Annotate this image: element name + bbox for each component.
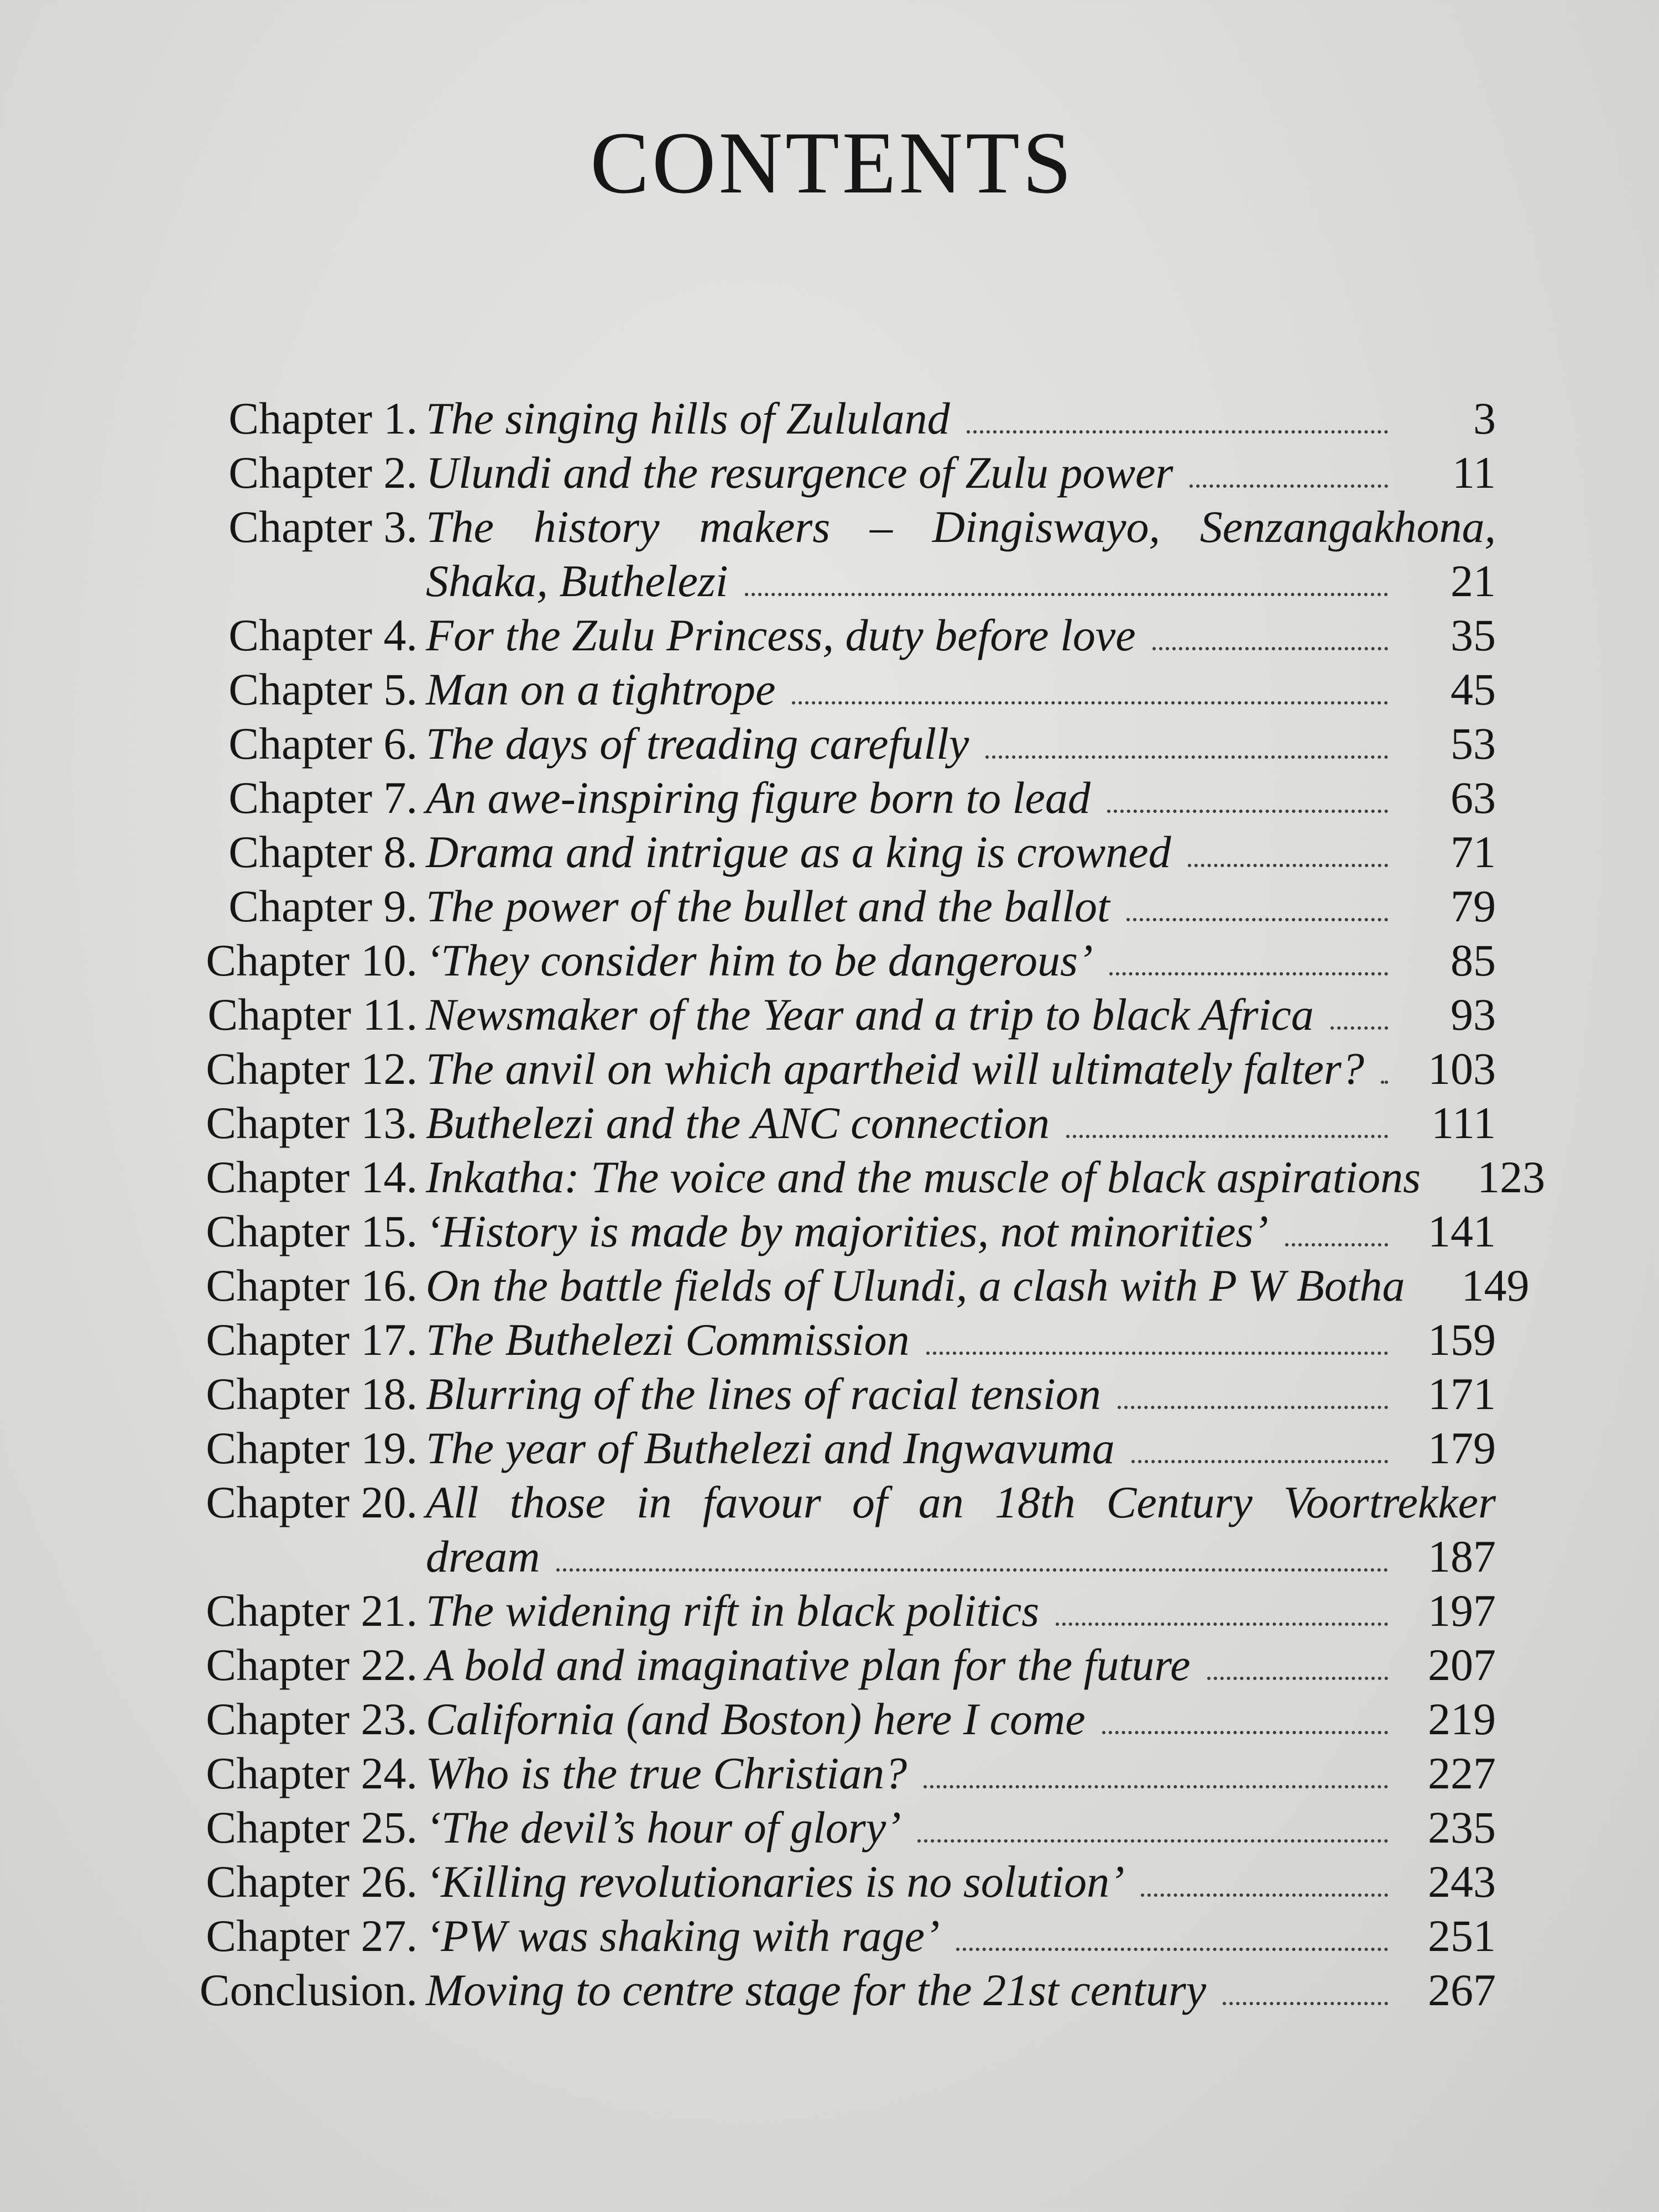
chapter-title: On the battle fields of Ulundi, a clash with P W Botha	[426, 1260, 1405, 1311]
chapter-title-line	[426, 1910, 1496, 1962]
chapter-title-line	[426, 772, 1496, 824]
dot-leader	[967, 430, 1388, 434]
dot-leader	[1223, 2002, 1388, 2005]
chapter-label: Chapter 11.	[207, 989, 418, 1040]
toc-entry	[158, 393, 1496, 447]
page-number: 197	[1428, 1585, 1496, 1636]
chapter-title-line	[426, 1097, 1496, 1149]
toc-entry	[158, 447, 1496, 501]
toc-entry	[158, 1856, 1496, 1910]
dot-leader	[1102, 1731, 1388, 1734]
chapter-label: Chapter 5.	[228, 664, 418, 714]
toc-entry	[158, 1151, 1546, 1206]
chapter-title: Who is the true Christian?	[426, 1748, 907, 1798]
chapter-title-line	[426, 826, 1496, 878]
toc-entry	[158, 1802, 1496, 1856]
chapter-title-line	[426, 555, 1496, 607]
chapter-title-line	[426, 393, 1496, 445]
toc-entry	[158, 664, 1496, 718]
page-number: 71	[1451, 827, 1496, 877]
page-number: 63	[1451, 773, 1496, 823]
chapter-label: Chapter 22.	[206, 1640, 418, 1690]
chapter-title-line	[426, 1422, 1496, 1474]
page-number: 149	[1461, 1260, 1530, 1311]
chapter-title: ‘Killing revolutionaries is no solution’	[426, 1856, 1125, 1907]
toc-entry	[158, 1097, 1496, 1151]
chapter-label: Conclusion.	[199, 1965, 418, 2015]
chapter-title: ‘The devil’s hour of glory’	[426, 1802, 901, 1853]
chapter-label: Chapter 15.	[206, 1206, 418, 1256]
chapter-title: A bold and imaginative plan for the future	[426, 1640, 1191, 1690]
dot-leader	[1207, 1677, 1388, 1680]
chapter-title-line	[426, 1151, 1546, 1203]
chapter-title: Shaka, Buthelezi	[426, 556, 728, 606]
chapter-title: Blurring of the lines of racial tension	[426, 1369, 1101, 1419]
chapter-title-line	[426, 1206, 1496, 1258]
page-title: CONTENTS	[590, 113, 1074, 212]
chapter-label: Chapter 25.	[206, 1802, 418, 1853]
toc-entry	[158, 501, 1496, 609]
chapter-title: The history makers – Dingiswayo, Senzangakhona,	[426, 502, 1496, 552]
chapter-title-line	[426, 1314, 1496, 1366]
dot-leader	[924, 1785, 1388, 1788]
dot-leader	[1188, 864, 1388, 867]
dot-leader	[1118, 1406, 1388, 1409]
chapter-title-line	[426, 1856, 1496, 1908]
toc-entry	[158, 609, 1496, 664]
toc-entry	[158, 772, 1496, 826]
page-number: 11	[1452, 447, 1496, 498]
page-number: 123	[1477, 1152, 1546, 1202]
chapter-title: Newsmaker of the Year and a trip to black Africa	[426, 989, 1314, 1040]
chapter-title: Drama and intrigue as a king is crowned	[426, 827, 1171, 877]
toc-entry	[158, 1910, 1496, 1964]
page-number: 219	[1428, 1694, 1496, 1744]
page-number: 251	[1428, 1911, 1496, 1961]
chapter-label: Chapter 3.	[228, 502, 418, 552]
page-number: 187	[1428, 1531, 1496, 1582]
page-number: 79	[1451, 881, 1496, 931]
toc-entry	[158, 1585, 1496, 1639]
chapter-title: The singing hills of Zululand	[426, 393, 950, 444]
chapter-title-line	[426, 1802, 1496, 1854]
chapter-label: Chapter 2.	[228, 447, 418, 498]
chapter-title: Man on a tightrope	[426, 664, 776, 714]
chapter-label: Chapter 14.	[206, 1152, 418, 1202]
chapter-title-line	[426, 1043, 1496, 1095]
dot-leader	[1285, 1243, 1388, 1246]
chapter-label: Chapter 9.	[228, 881, 418, 931]
toc-entry	[158, 1368, 1496, 1422]
chapter-title: dream	[426, 1531, 540, 1582]
toc-entry	[158, 1422, 1496, 1477]
chapter-title: The year of Buthelezi and Ingwavuma	[426, 1423, 1115, 1473]
chapter-label: Chapter 23.	[206, 1694, 418, 1744]
chapter-title: ‘PW was shaking with rage’	[426, 1911, 940, 1961]
chapter-title: ‘History is made by majorities, not minorities’	[426, 1206, 1269, 1256]
chapter-title: Inkatha: The voice and the muscle of black aspirations	[426, 1152, 1421, 1202]
chapter-title: An awe-inspiring figure born to lead	[426, 773, 1091, 823]
toc-entry	[158, 989, 1496, 1043]
dot-leader	[1381, 1081, 1388, 1084]
chapter-title-line	[426, 1964, 1496, 2016]
chapter-title-line	[426, 447, 1496, 499]
chapter-label: Chapter 10.	[206, 935, 418, 985]
dot-leader	[926, 1352, 1388, 1355]
chapter-title-line	[426, 718, 1496, 770]
chapter-title: For the Zulu Princess, duty before love	[426, 610, 1136, 660]
page-number: 235	[1428, 1802, 1496, 1853]
chapter-label: Chapter 26.	[206, 1856, 418, 1907]
dot-leader	[1152, 647, 1388, 650]
page-number: 53	[1451, 718, 1496, 769]
page-number: 111	[1431, 1098, 1496, 1148]
dot-leader	[792, 701, 1388, 705]
dot-leader	[1056, 1623, 1388, 1626]
toc-entry	[158, 1477, 1496, 1585]
chapter-title-line	[426, 1260, 1530, 1312]
toc-entry	[158, 826, 1496, 880]
chapter-label: Chapter 16.	[206, 1260, 418, 1311]
chapter-label: Chapter 24.	[206, 1748, 418, 1798]
toc-entry	[158, 1206, 1496, 1260]
chapter-title: ‘They consider him to be dangerous’	[426, 935, 1093, 985]
dot-leader	[1066, 1135, 1388, 1138]
chapter-title: California (and Boston) here I come	[426, 1694, 1086, 1744]
chapter-title: The widening rift in black politics	[426, 1585, 1040, 1636]
chapter-label: Chapter 19.	[206, 1423, 418, 1473]
page-number: 35	[1451, 610, 1496, 660]
page-number: 179	[1428, 1423, 1496, 1473]
chapter-label: Chapter 21.	[206, 1585, 418, 1636]
chapter-label: Chapter 12.	[206, 1044, 418, 1094]
page-number: 159	[1428, 1314, 1496, 1365]
toc-entry	[158, 1043, 1496, 1097]
page-number: 141	[1428, 1206, 1496, 1256]
chapter-label: Chapter 1.	[228, 393, 418, 444]
chapter-label: Chapter 20.	[206, 1477, 418, 1527]
chapter-title-line	[426, 1368, 1496, 1420]
chapter-title-line	[426, 664, 1496, 716]
toc-entry	[158, 880, 1496, 935]
dot-leader	[1141, 1893, 1388, 1897]
chapter-title: Moving to centre stage for the 21st century	[426, 1965, 1207, 2015]
toc-entry	[158, 1314, 1496, 1368]
chapter-title: Buthelezi and the ANC connection	[426, 1098, 1050, 1148]
chapter-title: All those in favour of an 18th Century Voortrekker	[426, 1477, 1496, 1527]
page-number: 3	[1473, 393, 1496, 444]
chapter-title-line	[426, 1477, 1496, 1528]
chapter-title: The Buthelezi Commission	[426, 1314, 910, 1365]
toc-entry	[158, 1260, 1530, 1314]
dot-leader	[1331, 1026, 1388, 1030]
page-number: 243	[1428, 1856, 1496, 1907]
dot-leader	[1107, 810, 1388, 813]
page-number: 227	[1428, 1748, 1496, 1798]
chapter-label: Chapter 6.	[228, 718, 418, 769]
chapter-title: The power of the bullet and the ballot	[426, 881, 1110, 931]
dot-leader	[985, 755, 1388, 759]
page-number: 207	[1428, 1640, 1496, 1690]
page-number: 45	[1451, 664, 1496, 714]
dot-leader	[745, 593, 1388, 596]
page-number: 93	[1451, 989, 1496, 1040]
chapter-title-line	[426, 609, 1496, 661]
chapter-label: Chapter 4.	[228, 610, 418, 660]
chapter-title-line	[426, 1585, 1496, 1637]
chapter-title-line	[426, 1693, 1496, 1745]
chapter-title-line	[426, 989, 1496, 1041]
chapter-label: Chapter 17.	[206, 1314, 418, 1365]
dot-leader	[956, 1948, 1388, 1951]
chapter-title-line	[426, 1531, 1496, 1583]
chapter-title-line	[426, 501, 1496, 553]
page-number: 171	[1428, 1369, 1496, 1419]
dot-leader	[1190, 484, 1388, 488]
chapter-title-line	[426, 1639, 1496, 1691]
toc-entry	[158, 1747, 1496, 1802]
dot-leader	[1109, 972, 1388, 975]
chapter-label: Chapter 7.	[228, 773, 418, 823]
chapter-label: Chapter 8.	[228, 827, 418, 877]
chapter-title: The days of treading carefully	[426, 718, 969, 769]
page-number: 21	[1451, 556, 1496, 606]
page-number: 85	[1451, 935, 1496, 985]
toc-entry	[158, 1693, 1496, 1747]
chapter-title-line	[426, 880, 1496, 932]
chapter-label: Chapter 27.	[206, 1911, 418, 1961]
toc-entry	[158, 1964, 1496, 2018]
toc-entry	[158, 1639, 1496, 1693]
toc-entry	[158, 718, 1496, 772]
chapter-title: Ulundi and the resurgence of Zulu power	[426, 447, 1173, 498]
chapter-label: Chapter 13.	[206, 1098, 418, 1148]
chapter-title-line	[426, 935, 1496, 987]
page-number: 103	[1428, 1044, 1496, 1094]
page-number: 267	[1428, 1965, 1496, 2015]
dot-leader	[1131, 1460, 1388, 1463]
chapter-title-line	[426, 1747, 1496, 1799]
dot-leader	[1126, 918, 1388, 921]
chapter-title: The anvil on which apartheid will ultimately falter?	[426, 1044, 1364, 1094]
table-of-contents	[158, 393, 1546, 2018]
toc-entry	[158, 935, 1496, 989]
dot-leader	[556, 1568, 1388, 1572]
chapter-label: Chapter 18.	[206, 1369, 418, 1419]
dot-leader	[917, 1839, 1388, 1843]
